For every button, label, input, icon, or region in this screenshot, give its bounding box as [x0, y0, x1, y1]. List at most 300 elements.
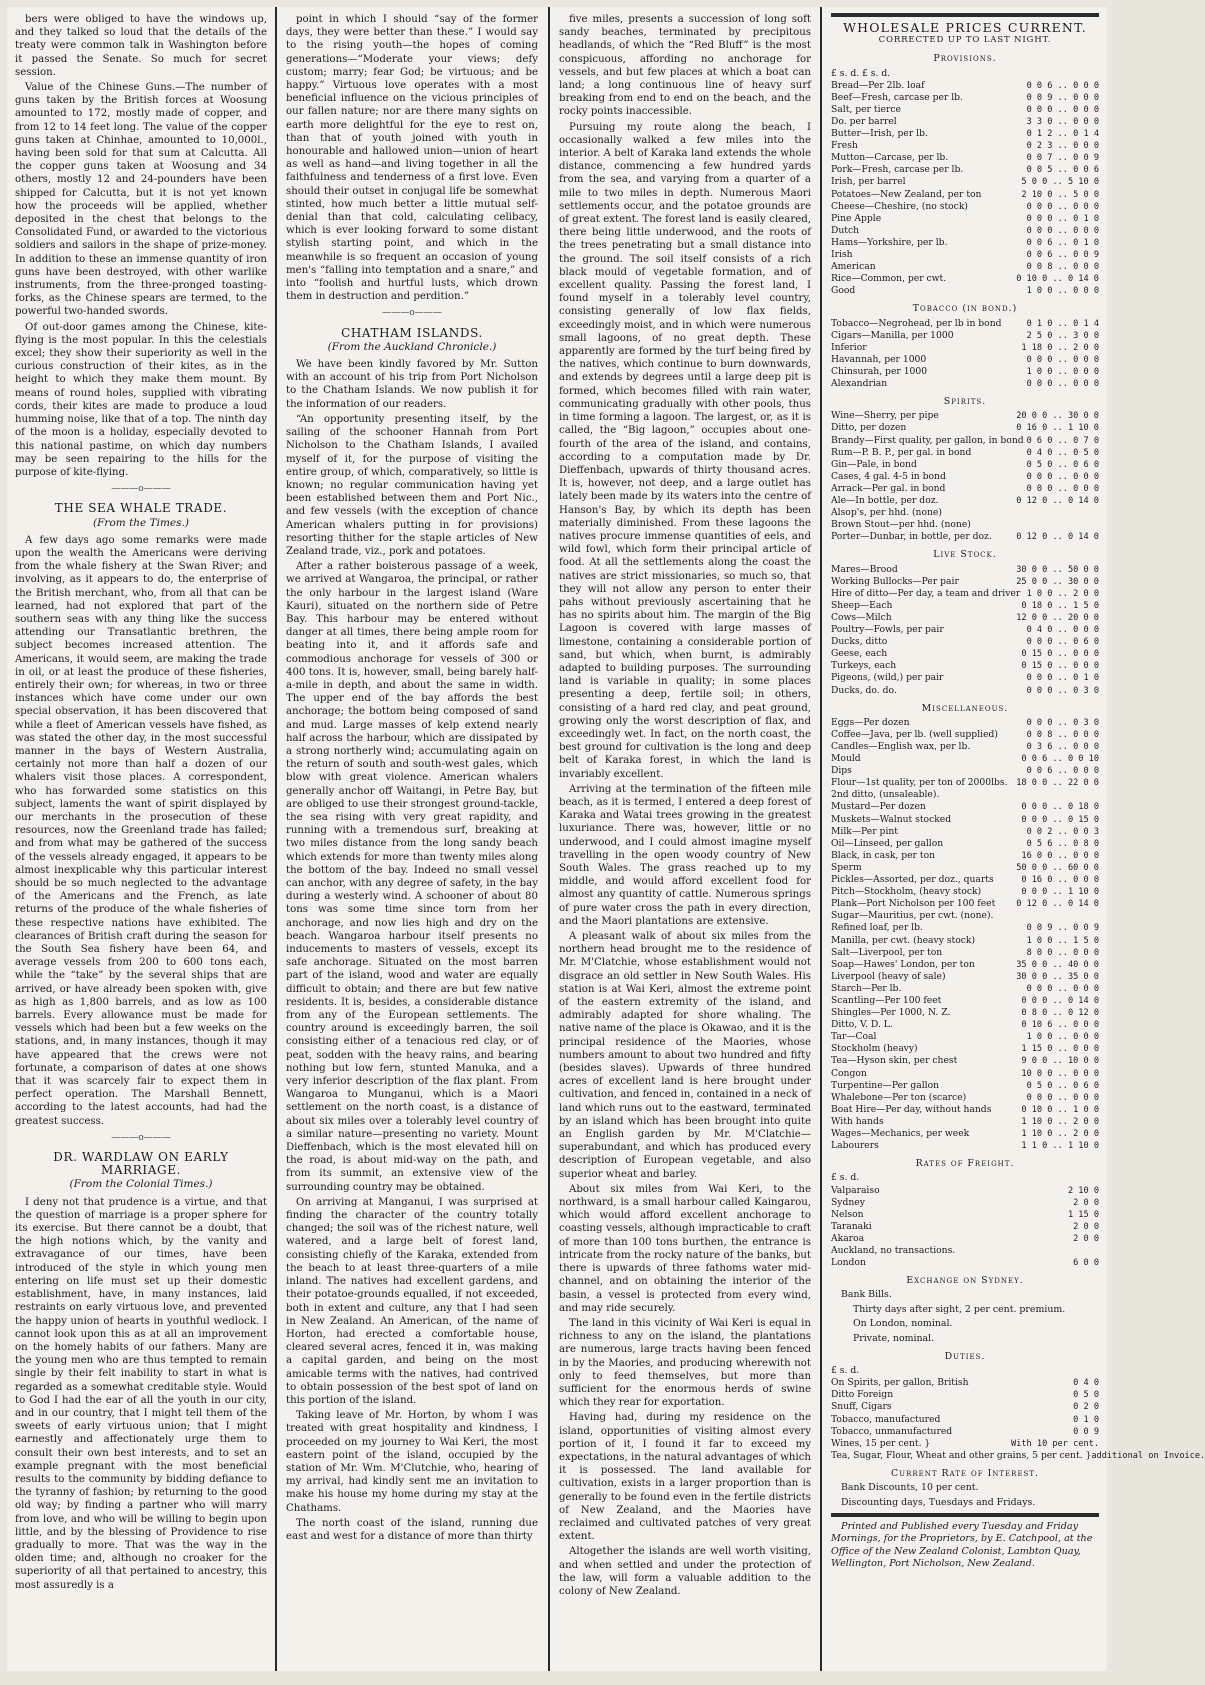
price-row [831, 685, 1099, 697]
price-item: Manilla, per cwt. (heavy stock) [831, 934, 976, 946]
price-row [831, 1233, 1099, 1245]
separator: ———o——— [382, 308, 442, 319]
price-row [831, 249, 1099, 261]
price-row [831, 189, 1099, 201]
price-item: Mould [831, 753, 861, 765]
price-section-heading: Provisions. [933, 53, 997, 65]
price-section-heading: Tobacco (in bond.) [912, 303, 1018, 315]
price-value: 0 0 6 .. 0 1 0 [1026, 237, 1099, 248]
price-row [831, 789, 1099, 801]
price-row [831, 471, 1099, 483]
price-item: Whalebone—Per ton (scarce) [831, 1091, 967, 1103]
price-row [831, 624, 1099, 636]
price-item: Wine—Sherry, per pipe [831, 410, 939, 422]
price-value: 0 0 0 .. 0 0 0 [1026, 354, 1099, 365]
separator: ———o——— [111, 484, 171, 495]
price-row [831, 983, 1099, 995]
price-item: Brandy—First quality, per gallon, in bond [831, 434, 1024, 446]
price-item: Akaroa [831, 1232, 865, 1244]
price-item: Muskets—Walnut stocked [831, 813, 952, 825]
price-value: 0 8 0 .. 0 12 0 [1021, 1008, 1099, 1019]
price-item: Rum—P. B. P., per gal. in bond [831, 446, 972, 458]
price-item: Bread—Per 2lb. loaf [831, 79, 925, 91]
price-section-heading: Live Stock. [933, 549, 997, 561]
price-item: Sydney [831, 1196, 865, 1208]
price-item: Wines, 15 per cent. } [831, 1437, 931, 1449]
price-value: 0 4 0 [1073, 1378, 1099, 1389]
price-row [831, 600, 1099, 612]
column-rule [820, 7, 822, 1671]
price-value: 0 0 9 [1073, 1426, 1099, 1437]
price-value: 0 0 0 .. 0 0 0 [1026, 1092, 1099, 1103]
price-item: Ale—In bottle, per doz. [831, 495, 939, 507]
price-row [831, 366, 1099, 378]
price-value [987, 507, 1099, 519]
price-item: Good [831, 285, 856, 297]
price-row [831, 1426, 1099, 1438]
price-item: Black, in cask, per ton [831, 849, 936, 861]
price-item: Pine Apple [831, 212, 882, 224]
price-item: Tea—Hyson skin, per chest [831, 1055, 958, 1067]
price-row [831, 1401, 1099, 1413]
price-value: 12 0 0 .. 20 0 0 [1016, 612, 1099, 623]
price-item: Sheep—Each [831, 599, 893, 611]
price-value: 0 0 0 .. 0 0 0 [1026, 379, 1099, 390]
price-row [831, 995, 1099, 1007]
price-item: Boat Hire—Per day, without hands [831, 1103, 992, 1115]
price-value [987, 789, 1099, 801]
price-row [831, 648, 1099, 660]
price-row [831, 1104, 1099, 1116]
article-title: DR. WARDLAW ON EARLY MARRIAGE. [53, 1150, 229, 1178]
price-value: 0 18 0 .. 1 5 0 [1021, 600, 1099, 611]
price-item: Ditto Foreign [831, 1389, 894, 1401]
price-value: With 10 per cent. [1011, 1438, 1099, 1449]
price-row [831, 1140, 1099, 1152]
column-1 [15, 13, 267, 1665]
column-rule [275, 7, 277, 1671]
price-row [831, 971, 1099, 983]
price-item: £ s. d. [831, 1172, 860, 1184]
price-row [831, 1055, 1099, 1067]
paragraph: About six miles from Wai Keri, to the northward, is a small harbour called Kaingarou, which would afford excellent anchorage to coasting vessels, although impracticable to craft of more than 100 tons burthen, the entrance is intricate from the rocky nature of the banks, but there is upwards of three fathoms water mid-channel, and on obtaining the interior of the basin, a vessel is protected from every wind, and may ride securely. [559, 1183, 811, 1314]
price-item: Soap—Hawes' London, per ton [831, 958, 975, 970]
price-value: 0 1 0 .. 0 1 4 [1026, 318, 1099, 329]
price-value: 0 0 0 .. 0 18 0 [1021, 802, 1099, 813]
price-row [831, 435, 1099, 447]
price-value: 0 15 0 .. 0 0 0 [1021, 661, 1099, 672]
price-value: 0 0 6 .. 0 0 9 [1026, 250, 1099, 261]
price-value: 50 0 0 .. 60 0 0 [1016, 862, 1099, 873]
price-item: Starch—Per lb. [831, 982, 902, 994]
price-row [831, 410, 1099, 422]
price-item: Salt—Liverpool, per ton [831, 946, 943, 958]
price-row [831, 116, 1099, 128]
price-row [831, 531, 1099, 543]
price-value: 0 2 0 [1073, 1402, 1099, 1413]
paragraph: Altogether the islands are well worth visiting, and when settled and under the protection of the law, will form a valuable addition to the colony of New Zealand. [559, 1546, 811, 1597]
price-value: 0 1 0 [1073, 1414, 1099, 1425]
paragraph: five miles, presents a succession of long soft sandy beaches, terminated by precipitous headlands, of which the “Red Bluff” is the most conspicuous, affording no anchorage for vessels, and but few places at which a boat can land; a long continuous line of heavy surf breaking from end to end on the beach, and the rocky points inaccessible. [559, 14, 811, 118]
price-row [831, 729, 1099, 741]
price-value: 25 0 0 .. 30 0 0 [1016, 576, 1099, 587]
price-value: 0 0 0 .. 0 1 0 [1026, 213, 1099, 224]
price-value: 0 0 0 .. 0 3 0 [1026, 685, 1099, 696]
price-row [831, 588, 1099, 600]
price-value: 1 18 0 .. 2 0 0 [1021, 342, 1099, 353]
price-row [831, 1438, 1099, 1450]
paragraph: I deny not that prudence is a virtue, and that the question of marriage is a proper sphere for its exercise. But there cannot be a doubt, that the high notions which, by the vanity and extravagance of our times, have been introduced of the style in which young men entering on life must set up their domestic establishment, have, in many instances, laid restraints on early virtuous love, and prevented the happy union of hearts in youthful wedlock. I cannot look upon this as at all an improvement on the homely habits of our fathers. Many are the young men who are thus tempted to remain single by their felt inability to start in what is regarded as a somewhat creditable style. Would to God I had the ear of all the youth in our city, and in our country, that I might tell them of the sweets of early virtuous union; that I might earnestly and affectionately urge them to consult their own best interests, and to set an example pregnant with the most beneficial results to the community by bidding defiance to the tyranny of fashion; by returning to the good old way; by finding a partner who will marry from love, and who will be willing to begin upon little, and by the blessing of Providence to rise gradually to more. That was the way in the olden time; and, although no croaker for the superiority of all that pertained to ancestry, this most assuredly is a [15, 1196, 267, 1591]
price-item: 2nd ditto, (unsaleable). [831, 789, 940, 801]
price-row [831, 354, 1099, 366]
price-item: Tobacco, manufactured [831, 1413, 941, 1425]
price-value [987, 519, 1099, 531]
price-item: Geese, each [831, 648, 888, 660]
price-item: Pitch—Stockholm, (heavy stock) [831, 886, 982, 898]
interest-line: Discounting days, Tuesdays and Fridays. [841, 1496, 1036, 1508]
price-row [831, 612, 1099, 624]
price-value: 10 0 0 .. 0 0 0 [1021, 1068, 1099, 1079]
duties-table [831, 1365, 1205, 1462]
price-value: 0 5 0 .. 0 6 0 [1026, 459, 1099, 470]
price-row [831, 922, 1099, 934]
price-value: 0 0 8 .. 0 0 0 [1026, 729, 1099, 740]
price-value: 2 10 0 [1067, 1185, 1099, 1196]
price-value: 0 15 0 .. 0 0 0 [1021, 649, 1099, 660]
interest-line: Bank Discounts, 10 per cent. [841, 1482, 979, 1494]
exchange-line: Thirty days after sight, 2 per cent. premium. [853, 1303, 1066, 1315]
price-item: Cows—Milch [831, 611, 892, 623]
price-row [831, 1377, 1099, 1389]
exchange-line: Bank Bills. [841, 1289, 892, 1301]
price-item: American [831, 261, 876, 273]
price-row [831, 1257, 1099, 1269]
price-item: Cigars—Manilla, per 1000 [831, 329, 954, 341]
newspaper-page [7, 7, 1205, 1671]
price-value: 0 0 0 .. 0 0 0 [1026, 225, 1099, 236]
price-row [831, 1019, 1099, 1031]
price-value: 0 0 2 .. 0 0 3 [1026, 826, 1099, 837]
price-item: Havannah, per 1000 [831, 353, 927, 365]
price-item: Labourers [831, 1140, 879, 1152]
price-value [987, 1365, 1099, 1377]
price-item: Sugar—Mauritius, per cwt. (none). [831, 910, 994, 922]
price-row [831, 1068, 1099, 1080]
price-value: 18 0 0 .. 22 0 0 [1016, 778, 1099, 789]
price-value: 0 0 0 .. 0 0 0 [1026, 483, 1099, 494]
price-item: With hands [831, 1115, 884, 1127]
price-value: 1 0 0 .. 0 0 0 [1026, 286, 1099, 297]
column-rule [548, 7, 550, 1671]
price-row [831, 801, 1099, 813]
price-row [831, 886, 1099, 898]
column-3 [559, 13, 811, 1665]
price-item: Snuff, Cigars [831, 1401, 892, 1413]
price-value: 0 0 5 .. 0 0 6 [1026, 165, 1099, 176]
article-source: (From the Auckland Chronicle.) [327, 340, 497, 353]
price-value: 0 4 0 .. 0 0 0 [1026, 625, 1099, 636]
price-item: Poultry—Fowls, per pair [831, 624, 944, 636]
price-item: London [831, 1257, 866, 1269]
paragraph: point in which I should “say of the former days, they were better than these.” I would say to the rising youth—the hopes of coming generations—“Moderate your views; defy custom; marry; fear God; be virtuous; and be happy.” Virtuous love operates with a most beneficial influence on the vicious principles of our fallen nature; nor are there many sights on earth more delightful for the eye to rest on, than that of youth joined with youth in honourable and hallowed union—union of heart as well as hand—and living together in all the faithfulness and tenderness of a first love. Even should their outset in conjugal life be somewhat stinted, how much better a little mutual self-denial than that cold, calculating celibacy, which is ever looking forward to some distant stylish starting point, and which in the meanwhile is so frequent an occasion of young men's “falling into temptation and a snare,” and into “foolish and hurtful lusts, which drown them in destruction and perdition.” [286, 14, 538, 303]
price-value: 2 10 0 .. 5 0 0 [1021, 189, 1099, 200]
price-row [831, 959, 1099, 971]
price-row [831, 176, 1099, 188]
price-value: 0 16 0 .. 1 10 0 [1016, 423, 1099, 434]
price-value: 0 10 0 .. 1 0 0 [1021, 1104, 1099, 1115]
price-row [831, 140, 1099, 152]
price-item: Cases, 4 gal. 4-5 in bond [831, 470, 946, 482]
price-item: Mutton—Carcase, per lb. [831, 152, 949, 164]
price-value: 0 0 0 .. 0 15 0 [1021, 814, 1099, 825]
price-item: Candles—English wax, per lb. [831, 741, 971, 753]
price-row [831, 201, 1099, 213]
price-item: Irish [831, 249, 853, 261]
exchange-line: On London, nominal. [853, 1318, 953, 1330]
price-value: 0 0 0 .. 0 0 0 [1026, 471, 1099, 482]
price-item: Ditto, per dozen [831, 422, 907, 434]
paragraph: The land in this vicinity of Wai Keri is equal in richness to any on the island, the plantations are numerous, large tracts having been fenced in by the Maories, and producing wherewith not only to feed themselves, but more than sufficient for the enormous herds of swine which they rear for exportation. [559, 1317, 811, 1409]
price-value: 2 5 0 .. 3 0 0 [1026, 330, 1099, 341]
price-item: Beef—Fresh, carcase per lb. [831, 91, 963, 103]
price-item: Sperm [831, 861, 862, 873]
price-value: 0 16 0 .. 0 0 0 [1021, 875, 1099, 886]
price-row [831, 1197, 1099, 1209]
price-item: Brown Stout—per hhd. (none) [831, 519, 971, 531]
price-value: 3 3 0 .. 0 0 0 [1026, 116, 1099, 127]
price-value: 0 0 0 .. 0 3 0 [1026, 717, 1099, 728]
paragraph: Of out-door games among the Chinese, kite-flying is the most popular. In this the celestials excel; they show their superiority as well in the curious construction of their kites, as in the height to which they make them mount. By means of round holes, supplied with vibrating cords, their kites are made to produce a loud humming noise, like that of a top. The ninth day of the moon is a holiday, especially devoted to this national pastime, on which day numbers may be seen repairing to the hills for the purpose of kite-flying. [15, 321, 267, 478]
prices-column [831, 13, 1205, 1665]
price-item: Eggs—Per dozen [831, 716, 910, 728]
price-item: Porter—Dunbar, in bottle, per doz. [831, 531, 992, 543]
price-item: Ducks, do. do. [831, 684, 897, 696]
price-row [831, 1116, 1099, 1128]
price-row [831, 128, 1099, 140]
paragraph: The north coast of the island, running due east and west for a distance of more than thirty [286, 1517, 538, 1542]
price-value: 2 0 0 [1073, 1197, 1099, 1208]
price-row [831, 660, 1099, 672]
price-value: additional on Invoice. [1091, 1450, 1205, 1461]
imprint: Printed and Published every Tuesday and Friday Mornings, for the Proprietors, by E. Catchpool, at the Office of the New Zealand Colonist, Lambton Quay, Wellington, Port Nicholson, New Zealand. [831, 1520, 1093, 1570]
price-row [831, 152, 1099, 164]
paragraph: Value of the Chinese Guns.—The number of guns taken by the British forces at Woosung amounted to 172, mostly made of copper, and from 12 to 14 feet long. The value of the copper guns taken at Chinhae, amounted to 10,000l., having been sold for that sum at Calcutta. All the copper guns taken at Woosung and 34 others, mostly 12 and 24-pounders have been shipped for Calcutta, but it is not yet known how the proceeds will be applied, whether deposited in the chest that belongs to the Consolidated Fund, or awarded to the victorious soldiers and sailors in the shape of prize-money. In addition to these an immense quantity of iron guns have been destroyed, with other warlike instruments, from the three-pronged toasting-forks, as the Chinese spears are termed, to the powerful two-handed swords. [15, 82, 267, 318]
price-item: Milk—Per pint [831, 825, 898, 837]
price-row [831, 1221, 1099, 1233]
price-row [831, 814, 1099, 826]
price-row [831, 753, 1099, 765]
price-row [831, 874, 1099, 886]
price-row [831, 777, 1099, 789]
price-row [831, 495, 1099, 507]
price-item: Pork—Fresh, carcase per lb. [831, 164, 964, 176]
price-row [831, 378, 1099, 390]
price-item: On Spirits, per gallon, British [831, 1377, 969, 1389]
price-item: Congon [831, 1067, 867, 1079]
price-value: 2 0 0 [1073, 1221, 1099, 1232]
price-value: 6 0 0 [1073, 1258, 1099, 1269]
price-item: Stockholm (heavy) [831, 1043, 918, 1055]
price-row [831, 765, 1099, 777]
price-row [831, 285, 1099, 297]
price-value: 0 12 0 .. 0 14 0 [1016, 899, 1099, 910]
price-item: Flour—1st quality, per ton of 2000lbs. [831, 777, 1008, 789]
price-value: 0 0 0 .. 0 6 0 [1026, 637, 1099, 648]
price-row [831, 1449, 1205, 1462]
price-sections [831, 52, 1099, 1269]
price-value: 0 0 0 .. 0 0 0 [1026, 201, 1099, 212]
price-item: Salt, per tierce [831, 103, 901, 115]
prices-subtitle: CORRECTED UP TO LAST NIGHT. [878, 35, 1052, 46]
price-item: Mustard—Per dozen [831, 801, 926, 813]
price-row [831, 850, 1099, 862]
price-value: 9 0 0 .. 10 0 0 [1021, 1056, 1099, 1067]
price-row [831, 1365, 1099, 1377]
price-value: 0 5 0 [1073, 1390, 1099, 1401]
paragraph: Having had, during my residence on the island, opportunities of visiting almost every portion of it, I found it far to exceed my expectations, in the natural advantages of which it is possessed. The land available for cultivation, exists in a larger proportion than is generally to be found even in the fertile districts of New Zealand, and the Maories have reclaimed and cultivated patches of very great extent. [559, 1412, 811, 1543]
price-item: £ s. d. £ s. d. [831, 67, 891, 79]
price-item: Taranaki [831, 1220, 872, 1232]
price-value: 0 10 6 .. 0 0 0 [1021, 1020, 1099, 1031]
price-item: Alexandrian [831, 378, 888, 390]
top-rule [831, 13, 1099, 17]
paragraph: A pleasant walk of about six miles from the northern head brought me to the residence of Mr. M'Clatchie, whose establishment would not disgrace an old settler in New South Wales. His station is at Wai Keri, almost the extreme point of the eastern extremity of the island, and admirably adapted for shore whaling. The native name of the place is Okawao, and it is the principal residence of the Maories, whose numbers amount to about two hundred and fifty (besides slaves). Upwards of three hundred acres of excellent land is here brought under cultivation, and fenced in, contained in a neck of land which runs out to the eastward, terminated by an island which has been brought into quite an English garden by Mr. M'Clatchie—superabundant, and which has produced every description of European vegetable, and also superior wheat and barley. [559, 931, 811, 1180]
price-value: 1 15 0 .. 0 0 0 [1021, 1044, 1099, 1055]
column-2 [286, 13, 538, 1665]
exchange-line: Private, nominal. [853, 1332, 935, 1344]
price-item: Rice—Common, per cwt. [831, 273, 947, 285]
interest-heading: Current Rate of Interest. [891, 1467, 1039, 1479]
price-section-heading: Spirits. [943, 396, 987, 408]
price-value: 0 0 9 .. 0 0 9 [1026, 923, 1099, 934]
price-value [987, 68, 1099, 80]
paragraph: “An opportunity presenting itself, by the sailing of the schooner Hannah from Port Nicholson to the Chatham Islands, I availed myself of it, for the purpose of visiting the entire group, of which, comparatively, so little is known; no regular communication having yet been established between them and Port Nic., and few vessels (with the exception of chance American whalers putting in for provisions) resorting thither for the staple articles of New Zealand trade, viz., pork and potatoes. [286, 413, 538, 557]
price-value: 0 5 6 .. 0 8 0 [1026, 838, 1099, 849]
price-item: Potatoes—New Zealand, per ton [831, 188, 982, 200]
price-row [831, 576, 1099, 588]
price-value [987, 1172, 1099, 1184]
price-value: 1 10 0 .. 2 0 0 [1021, 1116, 1099, 1127]
price-value: 1 0 0 .. 0 0 0 [1026, 1032, 1099, 1043]
price-row [831, 1414, 1099, 1426]
price-row [831, 459, 1099, 471]
price-value [993, 910, 1099, 922]
price-row [831, 483, 1099, 495]
price-item: Tea, Sugar, Flour, Wheat and other grains, 5 per cent. } [831, 1449, 1092, 1461]
price-item: Liverpool (heavy of sale) [831, 970, 946, 982]
price-item: Turpentine—Per gallon [831, 1079, 940, 1091]
price-value: 0 10 0 .. 0 14 0 [1016, 274, 1099, 285]
article-source: (From the Times.) [93, 516, 189, 529]
price-item: Butter—Irish, per lb. [831, 128, 928, 140]
price-value: 0 0 0 .. 0 0 0 [1026, 104, 1099, 115]
price-value: 1 0 0 .. 1 5 0 [1026, 935, 1099, 946]
price-row [831, 92, 1099, 104]
price-row [831, 838, 1099, 850]
price-value: 1 10 0 .. 2 0 0 [1021, 1129, 1099, 1140]
price-value: 0 0 8 .. 0 0 0 [1026, 262, 1099, 273]
price-value: 0 0 0 .. 0 14 0 [1021, 995, 1099, 1006]
price-value: 0 2 3 .. 0 0 0 [1026, 141, 1099, 152]
price-row [831, 1172, 1099, 1184]
price-value: 0 0 9 .. 0 0 0 [1026, 92, 1099, 103]
paragraph: We have been kindly favored by Mr. Sutton with an account of his trip from Port Nicholson to the Chatham Islands. We now publish it for the information of our readers. [286, 359, 538, 410]
price-item: Mares—Brood [831, 563, 898, 575]
price-row [831, 1031, 1099, 1043]
price-row [831, 1092, 1099, 1104]
price-row [831, 1043, 1099, 1055]
price-item: Tobacco—Negrohead, per lb in bond [831, 317, 1002, 329]
article-title: CHATHAM ISLANDS. [341, 325, 483, 340]
price-value: 0 12 0 .. 0 14 0 [1016, 496, 1099, 507]
price-item: Auckland, no transactions. [831, 1244, 956, 1256]
price-value: 0 4 0 .. 0 5 0 [1026, 447, 1099, 458]
price-item: Scantling—Per 100 feet [831, 994, 942, 1006]
price-item: Pickles—Assorted, per doz., quarts [831, 874, 994, 886]
article-title: THE SEA WHALE TRADE. [54, 501, 228, 516]
price-item: Dutch [831, 224, 860, 236]
paragraph: Pursuing my route along the beach, I occasionally walked a few miles into the interior. A belt of Karaka land extends the whole distance, commencing a few hundred yards from the sea, and varying from a quarter of a mile to two miles in depth. Numerous Maori settlements occur, and the potatoe grounds are of great extent. The forest land is easily cleared, there being little underwood, and the roots of the trees penetrating but a small distance into the ground. The soil itself consists of a rich black mould of vegetable formation, and of excellent quality. Passing the forest land, I found myself in a tolerably level country, consisting generally of low flax fields, exceedingly moist, and in which were numerous small lagoons, of no great depth. These apparently are formed by the turf being fired by the natives, which continue to burn downwards, and extends by degrees until a large deep pit is formed, which becomes filled with rain water, communicating gradually with other pools, thus in time forming a lagoon. The largest, or, as it is called, the “Big lagoon,” occupies about one-fourth of the area of the island, and contains, according to a computation made by Dr. Dieffenbach, upwards of thirty thousand acres. It is, however, not deep, and a large outlet has lately been made by its waters into the centre of Hanson's Bay, by which its depth has been materially diminished. From these lagoons the natives procure immense quantities of eels, and wild fowl, which form their principal article of food. At all the settlements along the coast the natives are strict missionaries, so much so, that they will not allow any person to enter their pahs without previously ascertaining that he has no spirits about him. The margin of the Big Lagoon is covered with large masses of limestone, containing a considerable portion of sand, but which, when burnt, is admirably adapted to building purposes. The surrounding land is variable in quality; in some places presenting a deep, fertile soil; in others, consisting of a hard red clay, and peat ground, growing only the worst description of flax, and exceedingly wet. In fact, on the north coast, the best ground for cultivation is the long and deep belt of Karaka forest, in which the land is invariably excellent. [559, 121, 811, 780]
price-value: 0 0 6 .. 0 0 0 [1026, 80, 1099, 91]
paragraph: A few days ago some remarks were made upon the wealth the Americans were deriving from the whale fishery at the Swan River; and involving, as it appears to do, the enterprise of the British merchant, who, from all that can be learned, had not explored that part of the southern seas with any thing like the success attending our Transatlantic brethren, the subject becomes increased attention. The Americans, it would seem, are making the trade in oil, or at least the produce of these fisheries, entirely their own; for whereas, in two or three instances which have come under our own special observation, it has been discovered that while a fleet of American vessels have fished, as was stated the other day, in the most successful manner in the bays of Western Australia, certainly not more than half a dozen of our whalers visit those places. A correspondent, who has forwarded some statistics on this subject, laments the want of spirit displayed by our merchants in the prosecution of these resources, now the Greenland trade has failed; and from what may be gathered of the success of the vessels already engaged, it appears to be almost inexplicable why this particular interest should be so much neglected to the advantage of the Americans and the French, as late returns of the produce of the whale fisheries of these respective nations have exhibited. The clearances of British craft during the season for the South Sea fishery have been 64, and average vessels from 200 to 600 tons each, while the “take” by the several ships that are arrived, or have already been spoken with, give as high as 1,800 barrels, and as low as 100 barrels. Every allowance must be made for vessels which had been but a few weeks on the stations, and, in many instances, though it may have appeared that the crews were not fortunate, a comparison of dates at one shows that it was scarcely fair to expect them in perfect operation. The Marshall Bennett, according to the latest accounts, had had the greatest success. [15, 534, 267, 1127]
price-item: Pigeons, (wild,) per pair [831, 672, 944, 684]
prices-title: WHOLESALE PRICES CURRENT. [843, 20, 1087, 35]
price-row [831, 672, 1099, 684]
price-section-heading: Miscellaneous. [921, 702, 1009, 714]
paragraph: Arriving at the termination of the fifteen mile beach, as it is termed, I entered a deep forest of Karaka and Watai trees growing in the greatest luxuriance. There was, however, little or no underwood, and I could almost imagine myself travelling in the open woody country of New South Wales. The grass reached up to my middle, and would afford excellent food for almost any quantity of cattle. Numerous springs of pure water cross the path in every direction, and the Maori plantations are extensive. [559, 783, 811, 927]
price-row [831, 237, 1099, 249]
price-row [831, 422, 1099, 434]
duties-heading: Duties. [944, 1350, 986, 1362]
price-item: Shingles—Per 1000, N. Z. [831, 1007, 951, 1019]
price-row [831, 1209, 1099, 1221]
price-row [831, 261, 1099, 273]
price-value: 2 0 0 [1073, 1233, 1099, 1244]
price-row [831, 80, 1099, 92]
price-item: Nelson [831, 1208, 864, 1220]
price-value: 1 15 0 [1067, 1209, 1099, 1220]
separator: ———o——— [111, 1132, 171, 1143]
price-value: 0 5 0 .. 0 6 0 [1026, 1080, 1099, 1091]
price-item: Oil—Linseed, per gallon [831, 837, 944, 849]
price-item: Hams—Yorkshire, per lb. [831, 236, 948, 248]
price-item: Chinsurah, per 1000 [831, 365, 928, 377]
price-item: Working Bullocks—Per pair [831, 575, 959, 587]
price-row [831, 935, 1099, 947]
price-row [831, 1245, 1099, 1257]
price-row [831, 636, 1099, 648]
price-row [831, 898, 1099, 910]
price-row [831, 104, 1099, 116]
price-item: Hire of ditto—Per day, a team and driver [831, 587, 1021, 599]
price-item: Alsop's, per hhd. (none) [831, 507, 942, 519]
paragraph: On arriving at Manganui, I was surprised at finding the character of the country totally changed; the soil was of the richest nature, well watered, and a large belt of forest land, consisting chiefly of the Karaka, extended from the beach to at least three-quarters of a mile inland. The natives had excellent gardens, and their potatoe-grounds equalled, if not exceeded, both in extent and culture, any that I had seen in New Zealand. An American, of the name of Horton, had erected a comfortable house, cleared several acres, fenced it in, was making a capital garden, and being on the most amicable terms with the natives, had contrived to obtain possession of the best spot of land on this portion of the island. [286, 1196, 538, 1406]
price-item: Gin—Pale, in bond [831, 458, 917, 470]
price-item: Valparaiso [831, 1184, 880, 1196]
price-value: 1 0 0 .. 0 0 0 [1026, 366, 1099, 377]
price-value: 1 0 0 .. 2 0 0 [1026, 588, 1099, 599]
price-row [831, 1128, 1099, 1140]
price-row [831, 1389, 1099, 1401]
price-value: 35 0 0 .. 40 0 0 [1016, 959, 1099, 970]
price-value: 0 0 0 .. 0 0 0 [1026, 983, 1099, 994]
price-row [831, 213, 1099, 225]
price-row [831, 342, 1099, 354]
price-value: 8 0 0 .. 0 0 0 [1026, 947, 1099, 958]
price-row [831, 1007, 1099, 1019]
paragraph: After a rather boisterous passage of a week, we arrived at Wangaroa, the principal, or rather the only harbour in the largest island (Ware Kauri), situated on the northern side of Petre Bay. This harbour may be entered without danger at all times, there being ample room for beating into it, and it affords safe and commodious anchorage for vessels of 300 or 400 tons. It is, however, small, being barely half-a-mile in depth, and about the same in width. The upper end of the bay affords the best anchorage; the bottom being composed of sand and mud. Large masses of kelp extend nearly half across the harbour, which are dissipated by a strong northerly wind; accumulating again on the return of south and south-west gales, which blow with great violence. American whalers generally anchor off Waitangi, in Petre Bay, but are obliged to use their strongest ground-tackle, the sea rising with very great rapidity, and running with a tremendous surf, breaking at two miles distance from the long sandy beach which extends for more than twenty miles along the bottom of the bay. Indeed no small vessel can anchor, with any degree of safety, in the bay during a westerly wind. A schooner of about 80 tons was some time since torn from her anchorage, and now lies high and dry on the beach. Wangaroa harbour itself presents no inducements to masters of vessels, except its safe anchorage. Situated on the most barren part of the island, wood and water are equally difficult to obtain; and there are but few native residents. It is, besides, a considerable distance from any of the European settlements. The country around is exceedingly barren, the soil consisting either of a tenacious red clay, or of peat, sodden with the heavy rains, and bearing nothing but low fern, stunted Manuka, and a very inferior description of the flax plant. From Wangaroa to Munganui, which is a Maori settlement on the north coast, is a distance of about six miles over a tolerably level country of a similar nature—presenting no variety. Mount Dieffenbach, which is the most elevated hill on the road, is about mid-way on the path, and from its summit, an extensive view of the surrounding country may be obtained. [286, 561, 538, 1193]
price-item: Cheese—Cheshire, (no stock) [831, 200, 968, 212]
